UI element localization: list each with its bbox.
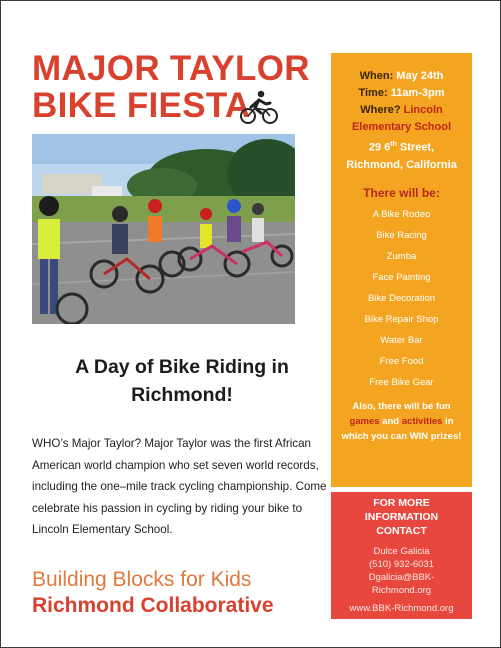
tagline-line2: Richmond! [131, 384, 233, 406]
contact-panel [331, 492, 472, 619]
activity-item: A Bike Rodeo [372, 208, 431, 220]
activity-item: Face Painting [372, 271, 431, 283]
event-city: Richmond, California [346, 158, 457, 171]
activity-item: Bike Racing [376, 229, 427, 241]
org-name-line2: Richmond Collaborative [32, 594, 274, 617]
contact-name: Dulce Galicia [373, 546, 430, 557]
activity-item: Bike Decoration [367, 292, 436, 304]
contact-email-line1[interactable]: Dgalicia@BBK- [368, 572, 435, 583]
contact-details [331, 545, 472, 597]
event-where-school: Elementary School [351, 121, 452, 133]
prizes-note: Also, there will be fun games and activities in which you can WIN prizes! [341, 400, 462, 442]
activity-item: Water Bar [380, 334, 423, 346]
activity-item: Free Food [379, 355, 424, 367]
tagline-line1: A Day of Bike Riding in [75, 356, 289, 378]
intro-text: WHO’s Major Taylor? Major Taylor was the first African American world champion who set seven world records, including the one–mile track cycling championship. Come celebrate his passion in cycling by riding your bike to Lincoln Elementary School. [32, 437, 327, 536]
flyer-title-line1: MAJOR TAYLOR [32, 49, 310, 88]
contact-heading: FOR MORE INFORMATION CONTACT [364, 497, 439, 537]
flyer-title-line2: BIKE FIESTA [32, 86, 251, 125]
event-details [331, 53, 472, 174]
org-name-line1: Building Blocks for Kids [32, 568, 252, 591]
event-info-panel [331, 53, 472, 487]
activity-item: Bike Repair Shop [364, 313, 439, 325]
activities-list [331, 204, 472, 393]
website-link[interactable]: www.BBK-Richmond.org [349, 603, 454, 614]
event-when: When: May 24th [359, 70, 444, 82]
kids-on-bikes-photo [32, 134, 295, 324]
contact-email-line2[interactable]: Richmond.org [371, 585, 432, 596]
contact-phone: (510) 932-6031 [369, 559, 434, 570]
event-time: Time: 11am-3pm [358, 87, 445, 99]
cyclist-icon [239, 89, 279, 125]
activity-item: Free Bike Gear [369, 376, 434, 388]
intro-paragraph [32, 433, 328, 541]
tagline-heading [32, 353, 332, 409]
activity-item: Zumba [386, 250, 417, 262]
activities-heading: There will be: [363, 185, 440, 200]
event-address: 29 6th Street, [368, 141, 435, 154]
event-where: Where? Lincoln [360, 104, 443, 116]
